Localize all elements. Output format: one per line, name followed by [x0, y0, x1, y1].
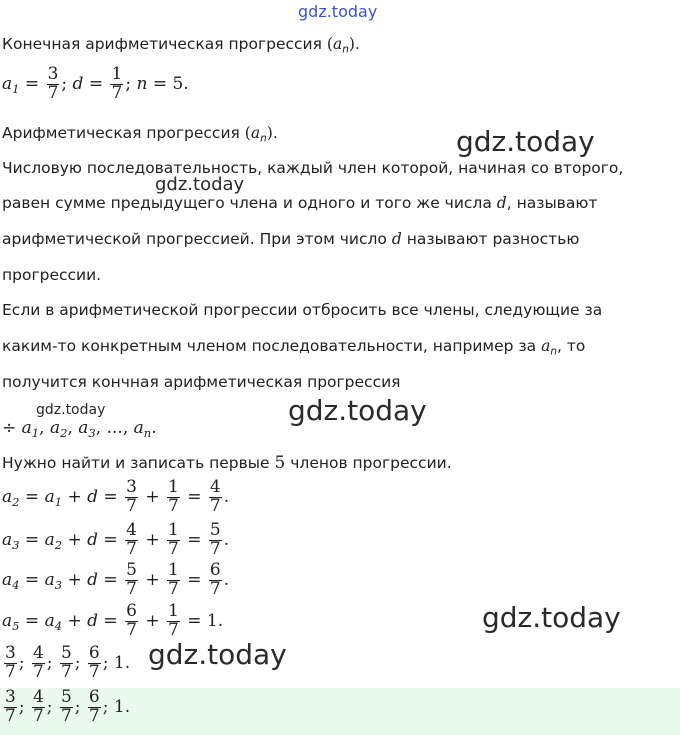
watermark: gdz.today [288, 394, 427, 427]
definition-line-2: равен сумме предыдущего члена и одного и того же числа d, называют [2, 194, 598, 212]
finite-line-1: Если в арифметической прогрессии отбросить все члены, следующие за [2, 301, 603, 319]
equation-a3: $a_3 = a_2 + d$ = $\frac{4}{7}$ + $\frac{1}{7}$ = $\frac{5}{7}$ . [2, 520, 230, 559]
given-values: $a_1$ = $\frac{3}{7}$ ; d = $\frac{1}{7}$ ; n = 5. [2, 64, 189, 103]
watermark-top: gdz.today [298, 2, 378, 21]
definition-heading: Арифметическая прогрессия $(a_n)$. [2, 124, 278, 145]
watermark: gdz.today [456, 125, 595, 158]
equation-a5: $a_5 = a_4 + d$ = $\frac{6}{7}$ + $\frac{1}{7}$ = 1. [2, 601, 224, 640]
finite-line-2: каким-то конкретным членом последовательности, например за $a_n$, то [2, 337, 586, 358]
watermark: gdz.today [36, 402, 106, 418]
watermark: gdz.today [155, 174, 245, 195]
answer: $\frac{3}{7}$ ; $\frac{4}{7}$ ; $\frac{5}{7}$ ; $\frac{6}{7}$ ; 1. [5, 687, 131, 726]
result-list: $\frac{3}{7}$ ; $\frac{4}{7}$ ; $\frac{5}{7}$ ; $\frac{6}{7}$ ; 1. [5, 643, 131, 682]
problem-title: Конечная арифметическая прогрессия $(a_n)$. [2, 35, 360, 56]
finite-line-3: получится кончная арифметическая прогрессия [2, 373, 401, 391]
watermark: gdz.today [148, 638, 287, 671]
definition-line-1: Числовую последовательность, каждый член которой, начиная со второго, [2, 159, 624, 177]
definition-line-4: прогрессии. [2, 266, 102, 284]
task-statement: Нужно найти и записать первые 5 членов прогрессии. [2, 453, 452, 473]
equation-a4: $a_4 = a_3 + d$ = $\frac{5}{7}$ + $\frac{1}{7}$ = $\frac{6}{7}$ . [2, 560, 230, 599]
definition-line-3: арифметической прогрессией. При этом число d называют разностью [2, 230, 580, 248]
equation-a2: $a_2 = a_1 + d$ = $\frac{3}{7}$ + $\frac{1}{7}$ = $\frac{4}{7}$ . [2, 477, 230, 516]
watermark: gdz.today [482, 601, 621, 634]
sequence-notation: ÷ $a_1$, $a_2$, $a_3$, ..., $a_n$. [2, 418, 157, 441]
